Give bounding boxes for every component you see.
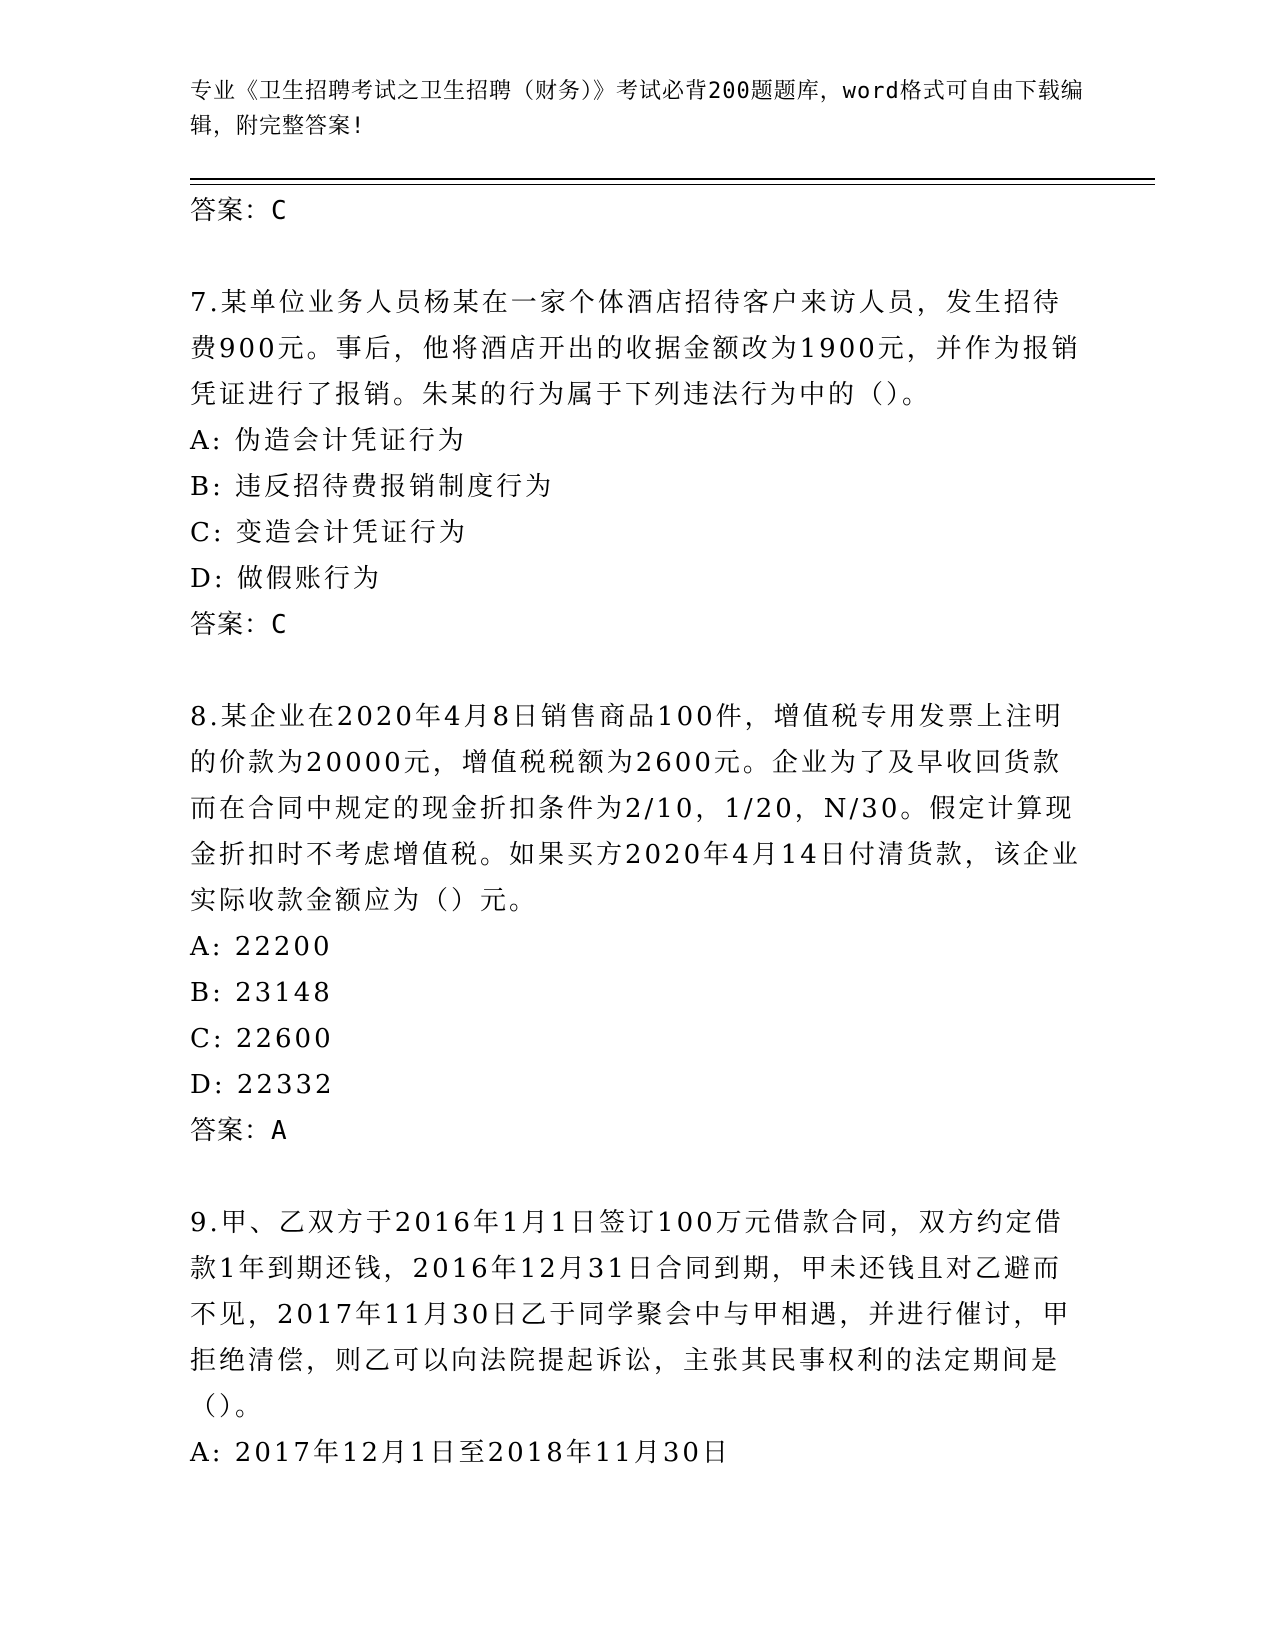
question-9-option-a: A: 2017年12月1日至2018年11月30日 (190, 1438, 731, 1468)
question-9-text: 9.甲、乙双方于2016年1月1日签订100万元借款合同，双方约定借款1年到期还钱，2016年12月31日合同到期，甲未还钱且对乙避而不见，2017年11月30日乙于同学聚会中与甲相遇，并进行催讨，甲拒绝清偿，则乙可以向法院提起诉讼，主张其民事权利的法定期间是（）。 (190, 1208, 1072, 1422)
question-8-answer: 答案：A (190, 1116, 288, 1146)
question-7-option-c: C: 变造会计凭证行为 (190, 518, 468, 548)
question-8-option-c: C: 22600 (190, 1024, 334, 1054)
question-7-answer: 答案：C (190, 610, 288, 640)
header-divider-thick (190, 178, 1155, 180)
spacer (190, 234, 1090, 280)
question-7 (190, 280, 1090, 648)
question-8-option-a: A: 22200 (190, 932, 333, 962)
question-8-text: 8.某企业在2020年4月8日销售商品100件，增值税专用发票上注明的价款为20000元，增值税税额为2600元。企业为了及早收回货款而在合同中规定的现金折扣条件为2/10，1/20，N/30。假定计算现金折扣时不考虑增值税。如果买方2020年4月14日付清货款，该企业实际收款金额应为（）元。 (190, 702, 1081, 916)
question-9 (190, 1200, 1090, 1476)
question-8-option-d: D: 22332 (190, 1070, 335, 1100)
spacer (190, 1154, 1090, 1200)
answer-prev: 答案：C (190, 196, 288, 226)
question-7-option-d: D: 做假账行为 (190, 564, 382, 594)
question-7-option-a: A: 伪造会计凭证行为 (190, 426, 467, 456)
question-8 (190, 694, 1090, 1154)
spacer (190, 648, 1090, 694)
question-7-text: 7.某单位业务人员杨某在一家个体酒店招待客户来访人员，发生招待费900元。事后，他将酒店开出的收据金额改为1900元，并作为报销凭证进行了报销。朱某的行为属于下列违法行为中的（）。 (190, 288, 1081, 410)
page-header: 专业《卫生招聘考试之卫生招聘（财务）》考试必背200题题库，word格式可自由下载编辑，附完整答案! (190, 79, 1084, 139)
header-divider-thin (190, 184, 1155, 185)
question-list (190, 188, 1090, 1476)
question-7-option-b: B: 违反招待费报销制度行为 (190, 472, 555, 502)
question-8-option-b: B: 23148 (190, 978, 333, 1008)
